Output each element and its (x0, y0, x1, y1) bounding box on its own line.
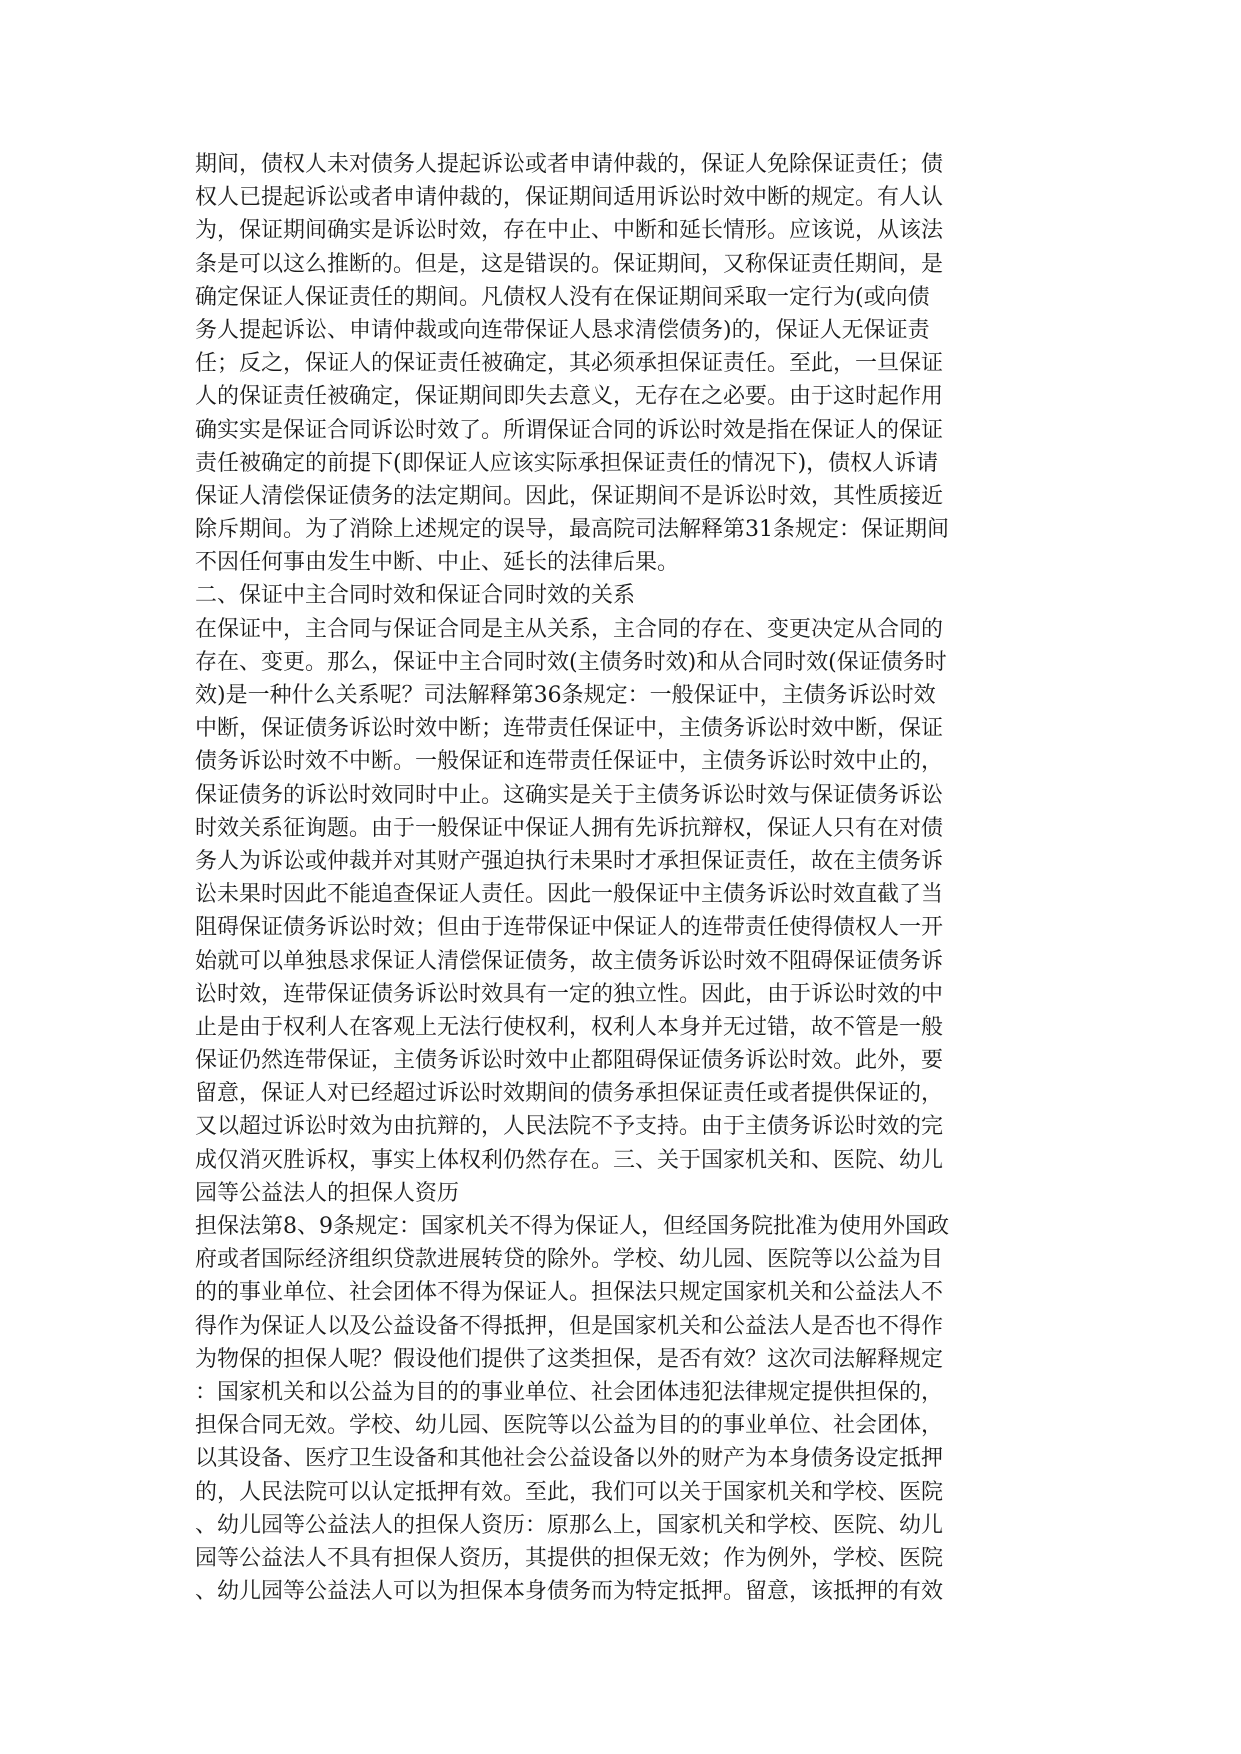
text-line: 的的事业单位、社会团体不得为保证人。担保法只规定国家机关和公益法人不 (195, 1280, 944, 1306)
text-line: 权人已提起诉讼或者申请仲裁的，保证期间适用诉讼时效中断的规定。有人认 (195, 185, 944, 211)
text-line: ：国家机关和以公益为目的的事业单位、社会团体违犯法律规定提供担保的， (195, 1379, 944, 1405)
section-heading-continued: 园等公益法人的担保人资历 (195, 1180, 460, 1206)
text-line: 条是可以这么推断的。但是，这是错误的。保证期间，又称保证责任期间，是 (195, 251, 944, 277)
document-body (195, 148, 1055, 1608)
section-heading: 二、保证中主合同时效和保证合同时效的关系 (195, 583, 636, 609)
text-line: 始就可以单独恳求保证人清偿保证债务，故主债务诉讼时效不阻碍保证债务诉 (195, 948, 944, 974)
text-line: 中断，保证债务诉讼时效中断；连带责任保证中，主债务诉讼时效中断，保证 (195, 716, 944, 742)
text-line: 留意，保证人对已经超过诉讼时效期间的债务承担保证责任或者提供保证的， (195, 1081, 944, 1107)
text-line: 得作为保证人以及公益设备不得抵押，但是国家机关和公益法人是否也不得作 (195, 1313, 944, 1339)
text-line: 阻碍保证债务诉讼时效；但由于连带保证中保证人的连带责任使得债权人一开 (195, 915, 944, 941)
text-line: 人的保证责任被确定，保证期间即失去意义，无存在之必要。由于这时起作用 (195, 384, 944, 410)
text-line: 期间，债权人未对债务人提起诉讼或者申请仲裁的，保证人免除保证责任；债 (195, 152, 944, 177)
text-line: 讼时效，连带保证债务诉讼时效具有一定的独立性。因此，由于诉讼时效的中 (195, 981, 944, 1007)
text-line: 园等公益法人不具有担保人资历，其提供的担保无效；作为例外，学校、医院 (195, 1545, 944, 1571)
text-line: 效)是一种什么关系呢？司法解释第36条规定：一般保证中，主债务诉讼时效 (195, 683, 936, 708)
text-line: 成仅消灭胜诉权，事实上体权利仍然存在。三、关于国家机关和、医院、幼儿 (195, 1147, 944, 1173)
text-line: 为物保的担保人呢？假设他们提供了这类担保，是否有效？这次司法解释规定 (195, 1346, 944, 1372)
text-line: 债务诉讼时效不中断。一般保证和连带责任保证中，主债务诉讼时效中止的， (195, 749, 944, 775)
text-line: 除斥期间。为了消除上述规定的误导，最高院司法解释第31条规定：保证期间 (195, 517, 949, 543)
text-line: 责任被确定的前提下(即保证人应该实际承担保证责任的情况下)，债权人诉请 (195, 450, 939, 476)
text-line: 保证债务的诉讼时效同时中止。这确实是关于主债务诉讼时效与保证债务诉讼 (195, 782, 944, 808)
text-line: 确实实是保证合同诉讼时效了。所谓保证合同的诉讼时效是指在保证人的保证 (195, 417, 944, 443)
text-line: 、幼儿园等公益法人可以为担保本身债务而为特定抵押。留意，该抵押的有效 (195, 1579, 944, 1605)
text-line: 时效关系征询题。由于一般保证中保证人拥有先诉抗辩权，保证人只有在对债 (195, 815, 944, 841)
text-line: 存在、变更。那么，保证中主合同时效(主债务时效)和从合同时效(保证债务时 (195, 649, 947, 675)
text-line: 确定保证人保证责任的期间。凡债权人没有在保证期间采取一定行为(或向债 (195, 284, 930, 310)
text-line: 的，人民法院可以认定抵押有效。至此，我们可以关于国家机关和学校、医院 (195, 1479, 944, 1505)
text-line: 、幼儿园等公益法人的担保人资历：原那么上，国家机关和学校、医院、幼儿 (195, 1512, 944, 1538)
text-line: 又以超过诉讼时效为由抗辩的，人民法院不予支持。由于主债务诉讼时效的完 (195, 1114, 944, 1140)
text-line: 为，保证期间确实是诉讼时效，存在中止、中断和延长情形。应该说，从该法 (195, 218, 944, 244)
text-line: 保证人清偿保证债务的法定期间。因此，保证期间不是诉讼时效，其性质接近 (195, 483, 944, 509)
text-line: 在保证中，主合同与保证合同是主从关系，主合同的存在、变更决定从合同的 (195, 616, 944, 642)
text-line: 务人为诉讼或仲裁并对其财产强迫执行未果时才承担保证责任，故在主债务诉 (195, 848, 944, 874)
text-line: 以其设备、医疗卫生设备和其他社会公益设备以外的财产为本身债务设定抵押 (195, 1446, 944, 1472)
text-line: 任；反之，保证人的保证责任被确定，其必须承担保证责任。至此，一旦保证 (195, 351, 944, 377)
text-line: 不因任何事由发生中断、中止、延长的法律后果。 (195, 550, 680, 576)
text-line: 保证仍然连带保证，主债务诉讼时效中止都阻碍保证债务诉讼时效。此外，要 (195, 1048, 944, 1074)
text-line: 府或者国际经济组织贷款进展转贷的除外。学校、幼儿园、医院等以公益为目 (195, 1247, 944, 1273)
text-line: 担保合同无效。学校、幼儿园、医院等以公益为目的的事业单位、社会团体， (195, 1413, 944, 1439)
text-line: 讼未果时因此不能追查保证人责任。因此一般保证中主债务诉讼时效直截了当 (195, 882, 944, 908)
text-line: 担保法第8、9条规定：国家机关不得为保证人，但经国务院批准为使用外国政 (195, 1214, 949, 1239)
text-line: 止是由于权利人在客观上无法行使权利，权利人本身并无过错，故不管是一般 (195, 1014, 944, 1040)
text-line: 务人提起诉讼、申请仲裁或向连带保证人恳求清偿债务)的，保证人无保证责 (195, 317, 930, 343)
